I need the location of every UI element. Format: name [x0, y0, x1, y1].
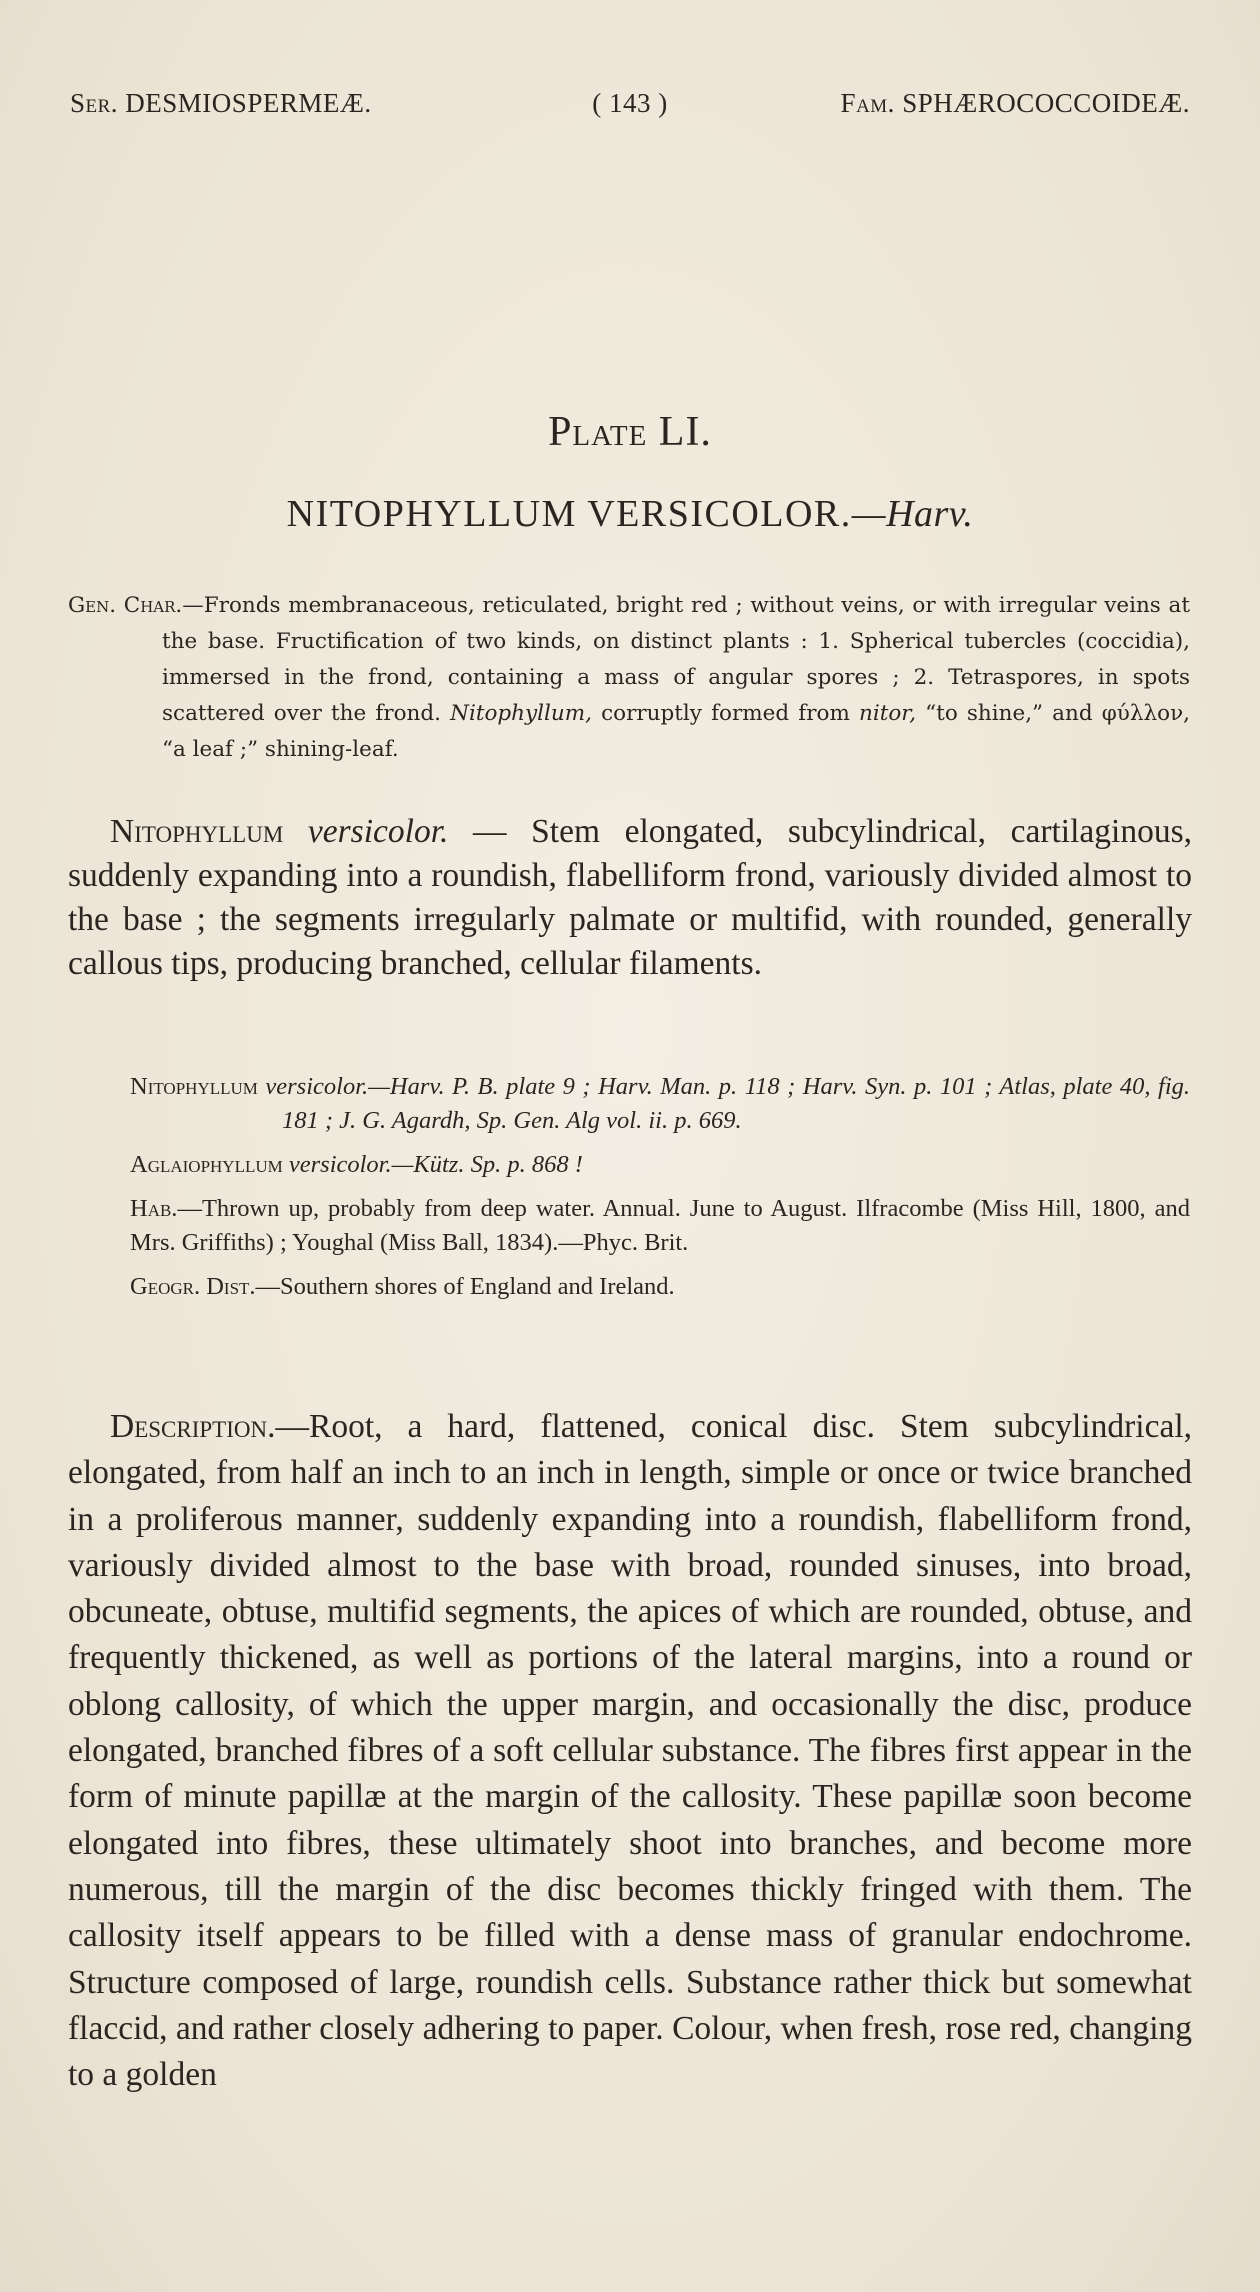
running-header [70, 88, 1190, 128]
habitat-label: Hab. [130, 1195, 178, 1222]
etym-genus: Nitophyllum, [450, 701, 592, 726]
description-text: —Root, a hard, flattened, conical disc. Stem subcylindrical, elongated, from half an inch to an inch in length, simple or once or twice branched in a proliferous manner, suddenly expanding into a roundish, flabelliform frond, variously divided almost to the base with broad, rounded sinuses, into broad, obcuneate, obtuse, multifid segments, the apices of which are rounded, obtuse, and frequently thickened, as well as portions of the lateral margins, into a round or oblong callosity, of which the upper margin, and occasionally the disc, produce elongated, branched fibres of a soft cellular substance. The fibres first appear in the form of minute papillæ at the margin of the callosity. These papillæ soon become elongated into fibres, these ultimately shoot into branches, and become more numerous, till the margin of the disc becomes thickly fringed with them. The callosity itself appears to be filled with a dense mass of granular endochrome. Structure composed of large, roundish cells. Substance rather thick but somewhat flaccid, and rather closely adhering to paper. Colour, when fresh, rose red, changing to a golden [68, 1408, 1192, 2094]
reference-text: versicolor.—Harv. P. B. plate 9 ; Harv. Man. p. 118 ; Harv. Syn. p. 101 ; Atlas, plate 40, fig. 181 ; J. G. Agardh, Sp. Gen. Alg vol. ii. p. 669. [257, 1073, 1190, 1134]
header-series-prefix: Ser. [70, 88, 119, 118]
habitat [130, 1192, 1190, 1260]
species-diagnosis [68, 810, 1192, 986]
reference-genus: Nitophyllum [130, 1073, 258, 1100]
gen-char-label: Gen. Char. [68, 593, 183, 618]
species-title [0, 492, 1260, 536]
etym-latin: nitor, [858, 701, 917, 726]
reference-item [130, 1148, 1190, 1182]
etym-mid-2: “to shine,” and [916, 701, 1102, 726]
etym-mid-1: corruptly formed from [592, 701, 859, 726]
references-block [130, 1070, 1190, 1314]
description [68, 1404, 1192, 2098]
description-label: Description. [110, 1408, 276, 1445]
header-series-name: DESMIOSPERMEÆ. [125, 88, 372, 118]
geographic-distribution [130, 1270, 1190, 1304]
etym-end: “a leaf ;” shining-leaf. [162, 737, 399, 762]
generic-character [68, 588, 1190, 768]
plate-title: Plate LI. [548, 409, 712, 455]
lead-text: — Stem elongated, subcylindrical, cartilaginous, suddenly expanding into a roundish, flabelliform frond, variously divided almost to the base ; the segments irregularly palmate or multifid, with rounded, generally callous tips, producing branched, cellular filaments. [68, 813, 1192, 982]
species-name: NITOPHYLLUM VERSICOLOR. [286, 493, 852, 535]
geography-label: Geogr. Dist. [130, 1273, 256, 1300]
habitat-text: —Thrown up, probably from deep water. Annual. June to August. Ilfracombe (Miss Hill, 1800, and Mrs. Griffiths) ; Youghal (Miss Ball, 1834).—Phyc. Brit. [130, 1195, 1190, 1256]
species-author: —Harv. [851, 493, 974, 535]
gen-char-text: —Fronds membranaceous, reticulated, bright red ; without veins, or with irregular veins at the base. Fructification of two kinds, on distinct plants : 1. Spherical tubercles (coccidia), immersed in the frond, containing a mass of angular spores ; 2. Tetraspores, in spots scattered over the frond. [162, 593, 1190, 726]
reference-genus: Aglaiophyllum [130, 1151, 283, 1178]
geography-text: —Southern shores of England and Ireland. [255, 1273, 675, 1300]
reference-item [130, 1070, 1190, 1138]
reference-text: versicolor.—Kütz. Sp. p. 868 ! [282, 1151, 583, 1178]
etym-greek: φύλλον, [1101, 701, 1190, 726]
lead-genus: Nitophyllum [110, 813, 284, 850]
header-family-prefix: Fam. [840, 88, 895, 118]
page-number: ( 143 ) [592, 88, 668, 118]
header-family-name: SPHÆROCOCCOIDEÆ. [902, 88, 1190, 118]
lead-species: versicolor. [307, 813, 449, 850]
header-family [841, 88, 1190, 119]
